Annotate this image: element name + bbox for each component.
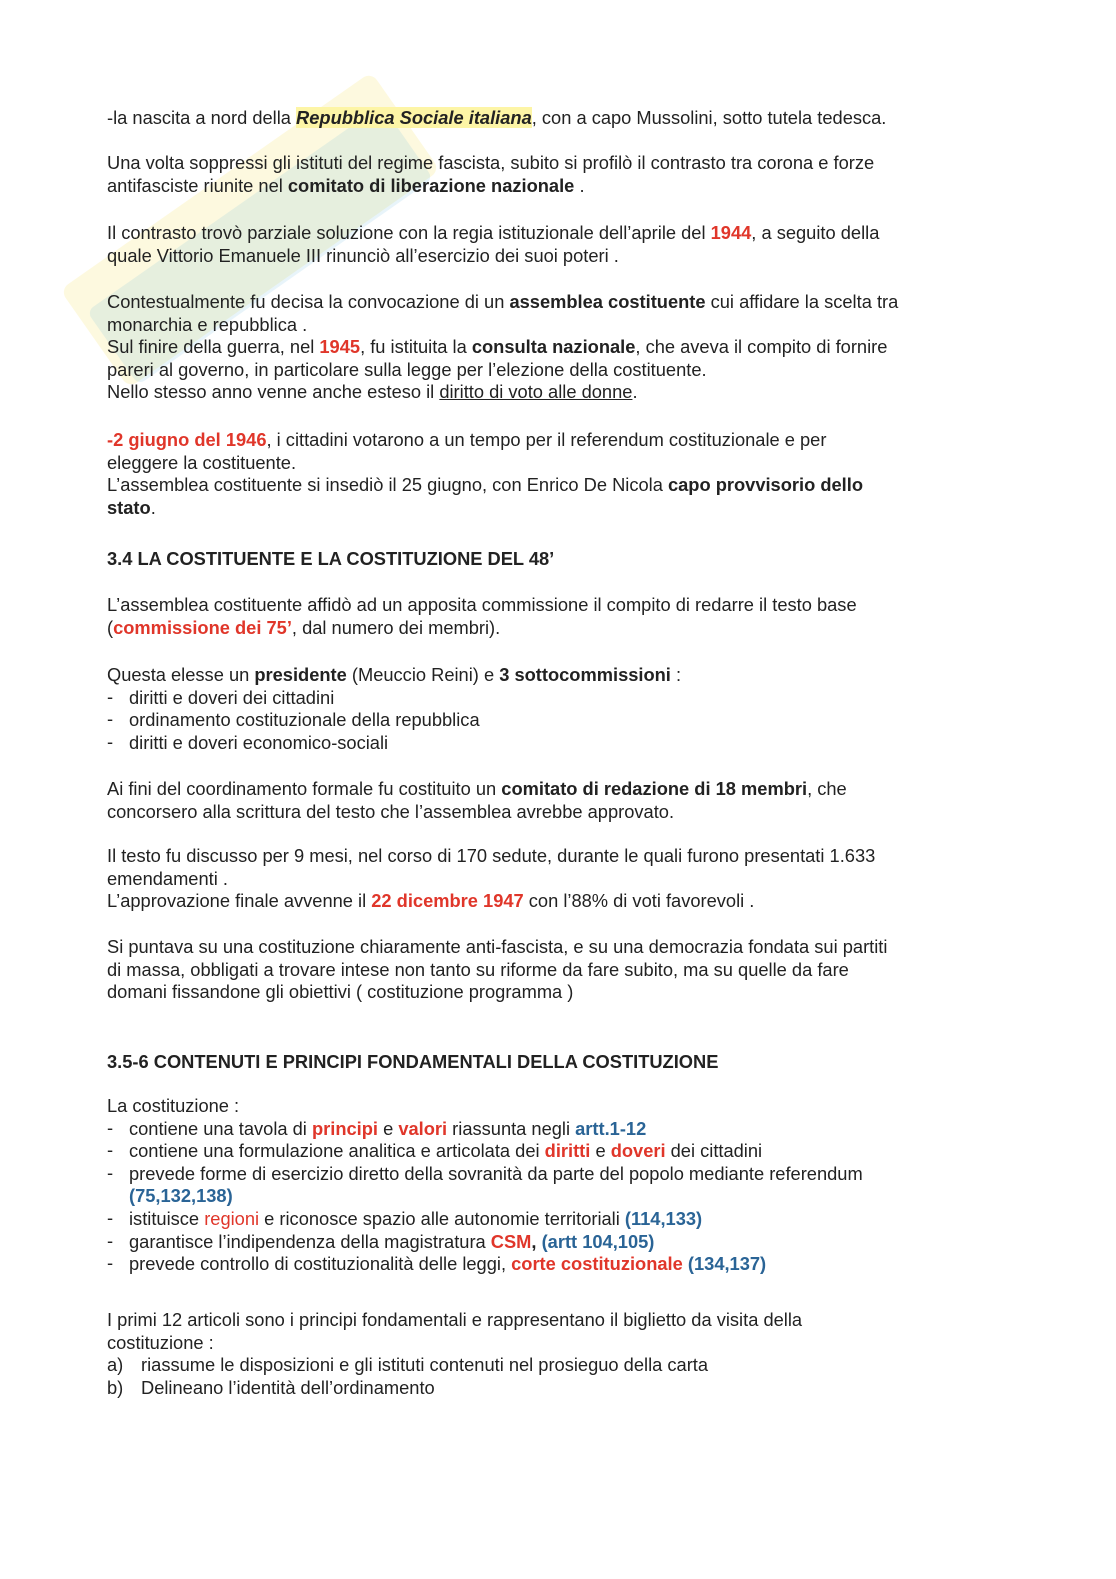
section-heading-3-5-6: 3.5-6 CONTENUTI E PRINCIPI FONDAMENTALI DELLA COSTITUZIONE <box>107 1051 719 1072</box>
paragraph-contenuti: La costituzione : - contiene una tavola di principi e valori riassunta negli artt.1-12 - contiene una formulazione analitica e articolata dei diritti e doveri dei cittadini - prevede forme di esercizio diretto della sovranità da parte del popolo mediante referendum (75,132,138) - istituisce regioni e riconosce spazio alle autonomie territoriali (114,133) - garantisce l’indipendenza della magistratura CSM, (artt 104,105) - prevede controllo di costituzionalità delle leggi, corte costituzionale (134,137) <box>107 1095 1017 1276</box>
paragraph-approvazione: Il testo fu discusso per 9 mesi, nel corso di 170 sedute, durante le quali furono presentati 1.633 emendamenti . L’approvazione finale avvenne il 22 dicembre 1947 con l’88% di voti favorevoli . <box>107 845 876 912</box>
list-item: a) riassume le disposizioni e gli istituti contenuti nel prosieguo della carta <box>107 1354 709 1376</box>
paragraph-principi-fondamentali: I primi 12 articoli sono i principi fondamentali e rappresentano il biglietto da visita della costituzione : a) riassume le disposizioni e gli istituti contenuti nel prosieguo della carta b) Delineano l’identità dell’ordinamento <box>107 1309 1017 1399</box>
paragraph-rsi: -la nascita a nord della Repubblica Sociale italiana, con a capo Mussolini, sotto tutela tedesca. <box>107 107 887 128</box>
paragraph-sottocommissioni: Questa elesse un presidente (Meuccio Reini) e 3 sottocommissioni : - diritti e doveri dei cittadini - ordinamento costituzionale della repubblica - diritti e doveri economico-sociali <box>107 664 1017 754</box>
list-item: - istituisce regioni e riconosce spazio alle autonomie territoriali (114,133) <box>107 1206 703 1229</box>
paragraph-comitato-redazione: Ai fini del coordinamento formale fu costituito un comitato di redazione di 18 membri, che concorsero alla scrittura del testo che l’assemblea avrebbe approvato. <box>107 778 847 822</box>
list-item: - prevede controllo di costituzionalità delle leggi, corte costituzionale (134,137) <box>107 1252 767 1275</box>
paragraph-cln: Una volta soppressi gli istituti del regime fascista, subito si profilò il contrasto tra corona e forze antifasciste riunite nel comitato di liberazione nazionale . <box>107 152 875 196</box>
section-heading-3-4: 3.4 LA COSTITUENTE E LA COSTITUZIONE DEL 48’ <box>107 548 555 569</box>
list-item: - diritti e doveri economico-sociali <box>107 730 389 753</box>
paragraph-1944: Il contrasto trovò parziale soluzione con la regia istituzionale dell’aprile del 1944, a seguito della quale Vittorio Emanuele III rinunciò all’esercizio dei suoi poteri . <box>107 222 880 266</box>
list-item: b) Delineano l’identità dell’ordinamento <box>107 1376 435 1398</box>
list-item: - contiene una tavola di principi e valori riassunta negli artt.1-12 <box>107 1116 647 1139</box>
list-item: - prevede forme di esercizio diretto della sovranità da parte del popolo mediante referendum (75,132,138) <box>107 1161 863 1207</box>
paragraph-commissione: L’assemblea costituente affidò ad un apposita commissione il compito di redarre il testo base (commissione dei 75’, dal numero dei membri). <box>107 594 857 638</box>
list-item: - ordinamento costituzionale della repubblica <box>107 708 480 731</box>
paragraph-1946: -2 giugno del 1946, i cittadini votarono a un tempo per il referendum costituzionale e per eleggere la costituente. L’assemblea costituente si insediò il 25 giugno, con Enrico De Nicola capo provvisorio dello stato. <box>107 429 863 518</box>
list-item: - garantisce l’indipendenza della magistratura CSM, (artt 104,105) <box>107 1229 655 1252</box>
list-item: - contiene una formulazione analitica e articolata dei diritti e doveri dei cittadini <box>107 1139 763 1162</box>
list-item: - diritti e doveri dei cittadini <box>107 685 335 708</box>
paragraph-assemblea: Contestualmente fu decisa la convocazione di un assemblea costituente cui affidare la scelta tra monarchia e repubblica . Sul finire della guerra, nel 1945, fu istituita la consulta nazionale, che aveva il compito di fornire pareri al governo, in particolare sulla legge per l’elezione della costituente. Nello stesso anno venne anche esteso il diritto di voto alle donne. <box>107 291 899 403</box>
paragraph-costituzione-programma: Si puntava su una costituzione chiaramente anti-fascista, e su una democrazia fondata sui partiti di massa, obbligati a trovare intese non tanto su riforme da fare subito, ma su quelle da fare domani fissandone gli obiettivi ( costituzione programma ) <box>107 936 888 1003</box>
